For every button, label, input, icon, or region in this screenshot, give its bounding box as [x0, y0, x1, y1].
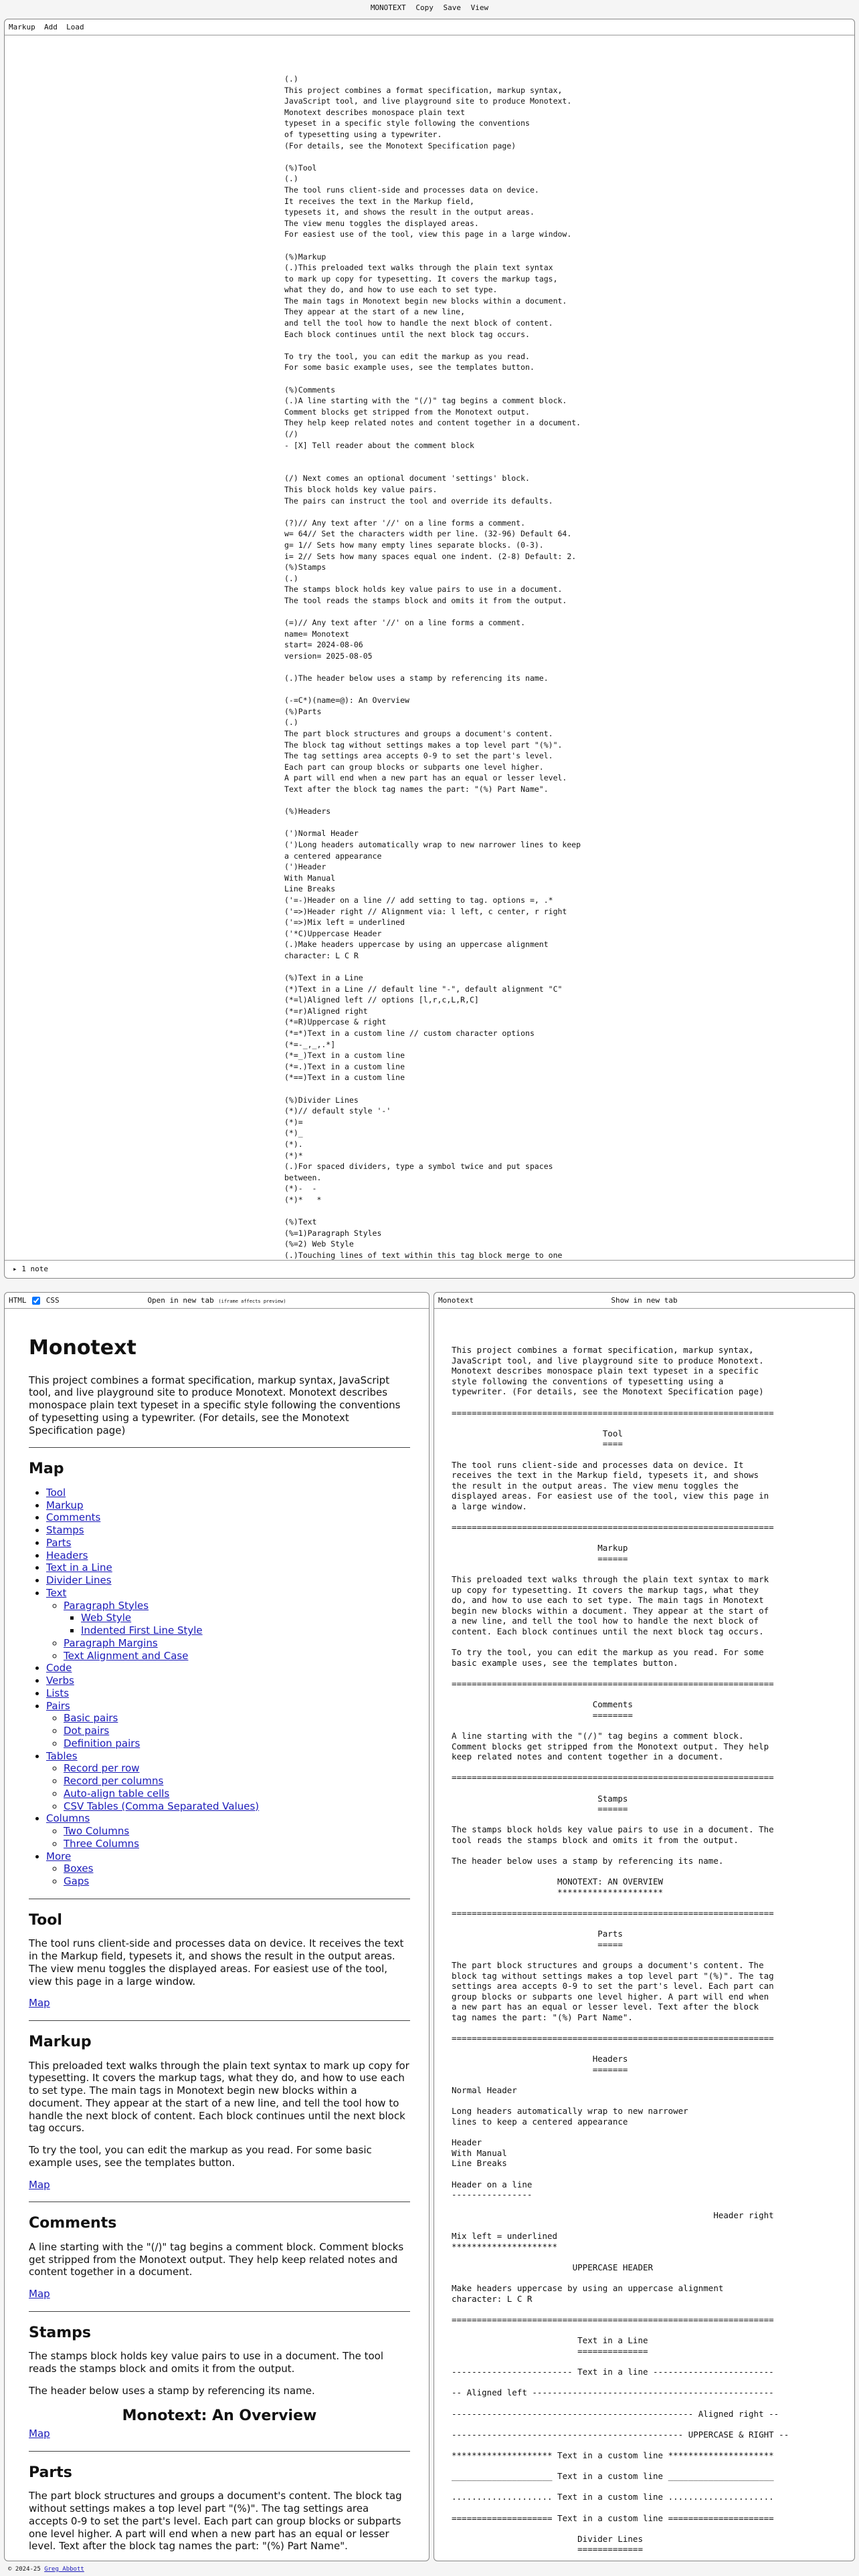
map-link-comments[interactable]: Comments	[46, 1511, 101, 1524]
app-title: MONOTEXT	[370, 3, 406, 12]
stamps-paragraph-2: The header below uses a stamp by referencing its name.	[29, 2384, 315, 2397]
tool-paragraph: The tool runs client-side and processes data on device. It receives the text in the Markup field, typesets it, and shows the result in the output areas. The view menu toggles the displayed areas. For easiest use of the tool, view this page in a large window.	[29, 1937, 404, 1988]
map-link-three-columns[interactable]: Three Columns	[64, 1837, 139, 1850]
stamps-heading: Stamps	[29, 2324, 91, 2341]
author-link[interactable]: Greg Abbott	[44, 2566, 84, 2573]
save-menu[interactable]: Save	[443, 3, 462, 12]
map-link-text-alignment[interactable]: Text Alignment and Case	[64, 1649, 189, 1662]
text-panel-header	[434, 1293, 854, 1309]
back-to-map-link[interactable]: Map	[29, 2288, 50, 2300]
map-link-columns[interactable]: Columns	[46, 1812, 90, 1825]
view-menu[interactable]: View	[470, 3, 489, 12]
copy-menu[interactable]: Copy	[415, 3, 434, 12]
map-link-boxes[interactable]: Boxes	[64, 1862, 94, 1875]
map-heading: Map	[29, 1461, 64, 1478]
markup-editor-panel	[4, 19, 855, 1279]
map-link-markup[interactable]: Markup	[46, 1499, 84, 1511]
markup-text-area[interactable]	[5, 36, 854, 1261]
map-link-indented-first-line[interactable]: Indented First Line Style	[81, 1624, 203, 1636]
editor-header	[5, 19, 854, 35]
map-link-record-per-columns[interactable]: Record per columns	[64, 1775, 164, 1787]
map-link-dot-pairs[interactable]: Dot pairs	[64, 1725, 110, 1737]
map-link-stamps[interactable]: Stamps	[46, 1524, 84, 1536]
map-list	[29, 1487, 410, 1888]
map-link-paragraph-margins[interactable]: Paragraph Margins	[64, 1636, 158, 1649]
markup-heading: Markup	[29, 2034, 92, 2050]
html-tab[interactable]: HTML	[9, 1296, 27, 1305]
map-link-text-in-a-line[interactable]: Text in a Line	[46, 1562, 112, 1574]
map-link-text[interactable]: Text	[46, 1586, 67, 1599]
map-link-gaps[interactable]: Gaps	[64, 1875, 90, 1887]
open-in-new-tab-link[interactable]: Open in new tab	[147, 1296, 214, 1305]
comments-paragraph: A line starting with the "(/)" tag begins a comment block. Comment blocks get stripped from the Monotext output. They help keep related notes and content together in a document.	[29, 2240, 404, 2278]
map-link-tool[interactable]: Tool	[46, 1486, 66, 1499]
markup-paragraph-2: To try the tool, you can edit the markup as you read. For some basic example uses, see the templates button.	[29, 2144, 372, 2169]
doc-title: Monotext	[29, 1336, 136, 1360]
map-link-more[interactable]: More	[46, 1850, 72, 1862]
map-link-basic-pairs[interactable]: Basic pairs	[64, 1712, 118, 1725]
markup-source-text[interactable]: (.) This project combines a format specification, markup syntax, JavaScript tool, and live playground site to produce Monotext. Monotext describes monospace plain text typeset in a specific style following the conventions of typesetting using a typewriter. (For details, see the Monotext Specification page) (%)Tool (.) The tool runs client-side and processes data on device. It receives the text in the Markup field, typesets it, and shows the result in the output areas. The view menu toggles the displayed areas. For easiest use of the tool, view this page in a large window. (%)Markup (.)This preloaded text walks through the plain text syntax to mark up copy for typesetting. It covers the markup tags, what they do, and how to use each to set type. The main tags in Monotext begin new blocks within a document. They appear at the start of a new line, and tell the tool how to handle the next block of content. Each block continues until the next block tag occurs. To try the tool, you can edit the markup as you read. For some basic example uses, see the templates button. (%)Comments (.)A line starting with the "(/)" tag begins a comment block. Comment blocks get stripped from the Monotext output. They help keep related notes and content together in a document. (/) - [X] Tell reader about the comment block (/) Next comes an optional document 'settings' block. This block holds key value pairs. The pairs can instruct the tool and override its defaults. (?)// Any text after '//' on a line forms a comment. w= 64// Set the characters width per line. (32-96) Default 64. g= 1// Sets how many empty lines separate blocks. (0-3). i= 2// Sets how many spaces equal one indent. (2-8) Default: 2. (%)Stamps (.) The stamps block holds key value pairs to use in a document. The tool reads the stamps block and omits it from the output. (=)// Any text after '//' on a line forms a comment. name= Monotext start= 2024-08-06 version= 2025-08-05 (.)The header below uses a stamp by referencing its name. (-=C*)(name=@): An Overview (%)Parts (.) The part block structures and groups a document's content. The block tag without settings makes a top level part "(%)". The tag settings area accepts 0-9 to set the part's level. Each part can group blocks or subparts one level higher. A part will end when a new part has an equal or lesser level. Text after the block tag names the part: "(%) Part Name". (%)Headers (')Normal Header (')Long headers automatically wrap to new narrower lines to keep a centered appearance (')Header With Manual Line Breaks ('=-)Header on a line // add setting to tag. options =, .* ('=>)Header right // Alignment via: l left, c center, r right ('=>)Mix left = underlined ('*C)Uppercase Header (.)Make headers uppercase by using an uppercase alignment character: L C R (%)Text in a Line (*)Text in a Line // default line "-", default alignment "C" (*=l)Aligned left // options [l,r,c,L,R,C] (*=r)Aligned right (*=R)Uppercase & right (*=*)Text in a custom line // custom character options (*=-_,_,.*] (*=_)Text in a custom line (*=.)Text in a custom line (*==)Text in a custom line (%)Divider Lines (*)// default style '-' (*)= (*)_ (*). (*)* (.)For spaced dividers, type a symbol twice and put spaces between. (*)- - (*)* * (%)Text (%=1)Paragraph Styles (%=2) Web Style (.)Touching lines of text within this tag block merge to one	[284, 74, 581, 1260]
divider	[29, 2020, 410, 2021]
map-link-code[interactable]: Code	[46, 1662, 72, 1675]
map-link-two-columns[interactable]: Two Columns	[64, 1825, 130, 1837]
page-footer	[8, 2566, 84, 2573]
map-link-auto-align[interactable]: Auto-align table cells	[64, 1787, 170, 1800]
divider	[29, 2311, 410, 2312]
top-menu-bar	[0, 0, 859, 16]
css-tab[interactable]: CSS	[45, 1296, 60, 1305]
map-link-divider-lines[interactable]: Divider Lines	[46, 1574, 112, 1586]
map-link-paragraph-styles[interactable]: Paragraph Styles	[64, 1599, 149, 1612]
html-panel-header	[5, 1293, 429, 1309]
copyright: © 2024-25	[8, 2566, 41, 2573]
back-to-map-link[interactable]: Map	[29, 1997, 50, 2010]
iframe-note: (iframe affects preview)	[218, 1299, 286, 1304]
parts-heading: Parts	[29, 2464, 72, 2481]
text-output-panel	[434, 1292, 855, 2561]
monotext-output: This project combines a format specification, markup syntax, JavaScript tool, and live playground site to produce Monotext. Monotext describes monospace plain text typeset in a specific style following the conventions of typesetting using a typewriter. (For details, see the Monotext Specification page) ================================================================ Tool ==== The tool runs client-side and processes data on device. It receives the text in the Markup field, typesets it, and shows the result in the output areas. The view menu toggles the displayed areas. For easiest use of the tool, view this page in a large window. ================================================================ Markup ====== This preloaded text walks through the plain text syntax to mark up copy for typesetting. It covers the markup tags, what they do, and how to use each to set type. The main tags in Monotext begin new blocks within a document. They appear at the start of a new line, and tell the tool how to handle the next block of content. Each block continues until the next block tag occurs. To try the tool, you can edit the markup as you read. For some basic example uses, see the templates button. ================================================================ Comments ======== A line starting with the "(/)" tag begins a comment block. Comment blocks get stripped from the Monotext output. They help keep related notes and content together in a document. ================================================================ Stamps ====== The stamps block holds key value pairs to use in a document. The tool reads the stamps block and omits it from the output. The header below uses a stamp by referencing its name. MONOTEXT: AN OVERVIEW ********************* ================================================================ Parts ===== The part block structures and groups a document's content. The block tag without settings makes a top level part "(%)". The tag settings area accepts 0-9 to set the part's level. Each part can group blocks or subparts one level higher. A part will end when a new part has an equal or lesser level. Text after the block tag names the part: "(%) Part Name". ================================================================ Headers ======= Normal Header Long headers automatically wrap to new narrower lines to keep a centered appearance Header With Manual Line Breaks Header on a line ---------------- Header right Mix left = underlined ********************* UPPERCASE HEADER Make headers uppercase by using an uppercase alignment character: L C R ================================================================ Text in a Line ============== ------------------------ Text in a line ------------------------ -- Aligned left ------------------------------------------------ ------------------------------------------------ Aligned right -- ---------------------------------------------- UPPERCASE & RIGHT -- ******************** Text in a custom line ********************* ____________________ Text in a custom line _____________________ .................... Text in a custom line ..................... ==================== Text in a custom line ===================== Divider Lines =============	[452, 1345, 789, 2555]
notes-toggle[interactable]: ▸ 1 note	[5, 1260, 854, 1278]
back-to-map-link[interactable]: Map	[29, 2178, 50, 2191]
map-link-lists[interactable]: Lists	[46, 1687, 70, 1699]
overview-title: Monotext: An Overview	[122, 2407, 317, 2424]
comments-heading: Comments	[29, 2215, 117, 2232]
stamps-paragraph-1: The stamps block holds key value pairs to use in a document. The tool reads the stamps block and omits it from the output.	[29, 2350, 384, 2375]
back-to-map-link[interactable]: Map	[29, 2428, 50, 2440]
map-link-definition-pairs[interactable]: Definition pairs	[64, 1737, 140, 1749]
markup-tab[interactable]: Markup	[9, 23, 35, 31]
map-link-parts[interactable]: Parts	[46, 1536, 72, 1549]
map-link-verbs[interactable]: Verbs	[46, 1675, 74, 1687]
map-link-pairs[interactable]: Pairs	[46, 1699, 70, 1712]
map-link-csv-tables[interactable]: CSV Tables (Comma Separated Values)	[64, 1800, 260, 1812]
load-menu[interactable]: Load	[66, 23, 84, 31]
text-panel-title: Monotext	[438, 1296, 474, 1305]
divider	[29, 2451, 410, 2452]
map-link-record-per-row[interactable]: Record per row	[64, 1762, 140, 1775]
add-menu[interactable]: Add	[44, 23, 58, 31]
html-preview	[29, 1330, 410, 2561]
markup-paragraph-1: This preloaded text walks through the plain text syntax to mark up copy for typesetting. It covers the markup tags, what they do, and how to use each to set type. The main tags in Monotext begin new blocks within a document. They appear at the start of a new line, and tell the tool how to handle the next block of content. Each block continues until the next block tag occurs.	[29, 2059, 409, 2135]
map-link-tables[interactable]: Tables	[46, 1749, 78, 1762]
tool-heading: Tool	[29, 1911, 62, 1929]
intro-paragraph: This project combines a format specification, markup syntax, JavaScript tool, and live playground site to produce Monotext. Monotext describes monospace plain text typeset in a specific style following the conventions of typesetting using a typewriter. (For details, see the Monotext Specification page)	[29, 1374, 401, 1436]
map-link-web-style[interactable]: Web Style	[81, 1612, 132, 1624]
html-preview-panel	[4, 1292, 430, 2561]
divider	[29, 1447, 410, 1448]
show-in-new-tab-link[interactable]: Show in new tab	[611, 1296, 678, 1305]
parts-paragraph: The part block structures and groups a document's content. The block tag without settings makes a top level part "(%)". The tag settings area accepts 0-9 to set the part's level. Each part can group blocks or subparts one level higher. A part will end when a new part has an equal or lesser level. Text after the block tag names the part: "(%) Part Name".	[29, 2490, 402, 2553]
map-link-headers[interactable]: Headers	[46, 1549, 88, 1562]
